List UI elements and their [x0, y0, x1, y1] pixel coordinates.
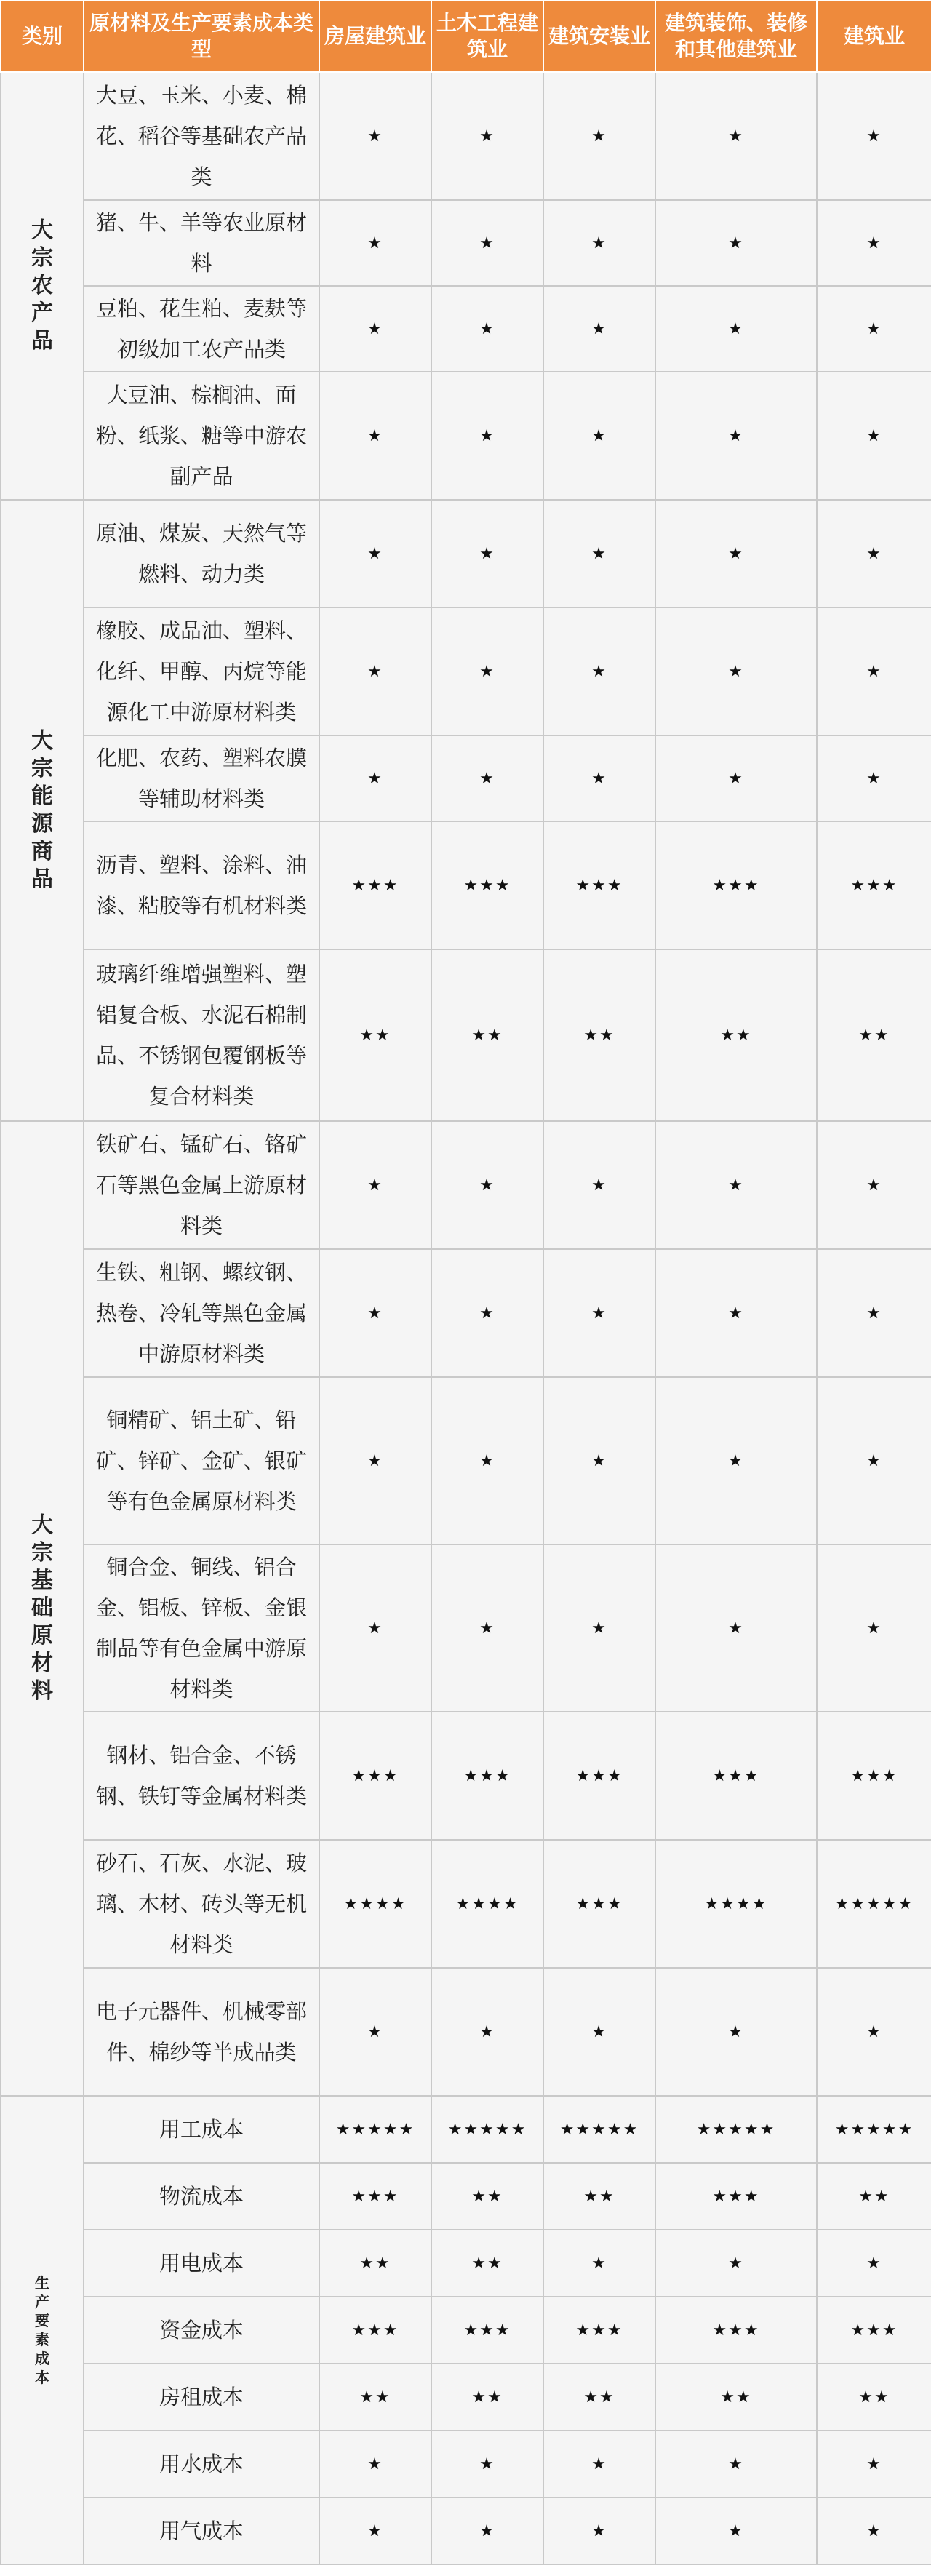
material-cell: 房租成本 [84, 2364, 319, 2431]
rating-cell: ★ [319, 286, 431, 372]
rating-cell: ★ [431, 2431, 543, 2497]
rating-cell: ★★★ [543, 821, 655, 949]
rating-cell: ★ [655, 2497, 817, 2564]
rating-cell: ★★★★ [655, 1840, 817, 1968]
rating-cell: ★ [319, 72, 431, 200]
rating-cell: ★ [543, 607, 655, 735]
rating-cell: ★★★ [543, 2297, 655, 2364]
category-label: 生产要素成本 [35, 2274, 49, 2386]
material-cell: 猪、牛、羊等农业原材料 [84, 200, 319, 286]
header-row [1, 1, 931, 72]
rating-cell: ★ [543, 500, 655, 607]
table-row [1, 72, 931, 200]
rating-cell: ★ [817, 286, 931, 372]
rating-cell: ★★ [817, 949, 931, 1121]
material-cell: 砂石、石灰、水泥、玻璃、木材、砖头等无机材料类 [84, 1840, 319, 1968]
table-row [1, 200, 931, 286]
rating-cell: ★ [543, 72, 655, 200]
rating-cell: ★ [319, 1544, 431, 1712]
rating-cell: ★ [817, 72, 931, 200]
rating-cell: ★ [543, 372, 655, 500]
rating-cell: ★★★★★ [543, 2096, 655, 2163]
rating-cell: ★★ [431, 2230, 543, 2297]
rating-cell: ★ [319, 500, 431, 607]
rating-cell: ★ [655, 1968, 817, 2096]
rating-cell: ★★ [817, 2163, 931, 2230]
rating-cell: ★★★ [655, 1712, 817, 1840]
table-row [1, 286, 931, 372]
material-cell: 用电成本 [84, 2230, 319, 2297]
rating-cell: ★ [319, 200, 431, 286]
rating-cell: ★★★ [319, 1712, 431, 1840]
rating-cell: ★ [319, 1249, 431, 1377]
rating-cell: ★ [817, 2431, 931, 2497]
rating-cell: ★ [431, 500, 543, 607]
rating-cell: ★★★★ [431, 1840, 543, 1968]
rating-cell: ★★★ [431, 2297, 543, 2364]
header-material: 原材料及生产要素成本类型 [84, 1, 319, 72]
table-row [1, 735, 931, 821]
material-cell: 资金成本 [84, 2297, 319, 2364]
rating-cell: ★ [817, 607, 931, 735]
rating-cell: ★★★★ [319, 1840, 431, 1968]
rating-cell: ★★ [543, 2163, 655, 2230]
rating-cell: ★★★ [655, 821, 817, 949]
material-cell: 生铁、粗钢、螺纹钢、热卷、冷轧等黑色金属中游原材料类 [84, 1249, 319, 1377]
rating-cell: ★ [655, 372, 817, 500]
rating-cell: ★ [431, 72, 543, 200]
rating-cell: ★ [431, 286, 543, 372]
rating-cell: ★ [431, 1968, 543, 2096]
material-cell: 化肥、农药、塑料农膜等辅助材料类 [84, 735, 319, 821]
rating-cell: ★★★ [817, 821, 931, 949]
table-row [1, 2096, 931, 2163]
category-cell [1, 1121, 84, 2096]
rating-cell: ★ [431, 2497, 543, 2564]
rating-cell: ★ [655, 1544, 817, 1712]
table-row [1, 949, 931, 1121]
category-cell [1, 2096, 84, 2564]
rating-cell: ★★ [319, 2230, 431, 2297]
rating-cell: ★★ [319, 2364, 431, 2431]
rating-cell: ★★★ [431, 821, 543, 949]
rating-cell: ★ [319, 735, 431, 821]
rating-cell: ★★ [319, 949, 431, 1121]
rating-cell: ★ [319, 2497, 431, 2564]
rating-cell: ★★★★★ [319, 2096, 431, 2163]
category-label: 大宗基础原材料 [31, 1512, 53, 1704]
rating-cell: ★ [817, 1968, 931, 2096]
rating-cell: ★★★ [655, 2297, 817, 2364]
rating-cell: ★ [655, 607, 817, 735]
rating-cell: ★★★ [319, 2297, 431, 2364]
rating-cell: ★ [817, 500, 931, 607]
rating-cell: ★★ [817, 2364, 931, 2431]
category-label: 大宗农产品 [31, 218, 53, 354]
table-row [1, 607, 931, 735]
rating-cell: ★ [817, 735, 931, 821]
rating-cell: ★★★ [655, 2163, 817, 2230]
rating-cell: ★ [431, 1377, 543, 1544]
rating-cell: ★★★★★ [655, 2096, 817, 2163]
category-cell [1, 72, 84, 500]
header-construction: 建筑业 [817, 1, 931, 72]
rating-cell: ★★★ [543, 1840, 655, 1968]
rating-cell: ★★★ [319, 2163, 431, 2230]
rating-cell: ★ [431, 1544, 543, 1712]
material-cell: 用气成本 [84, 2497, 319, 2564]
material-cell: 豆粕、花生粕、麦麸等初级加工农产品类 [84, 286, 319, 372]
table-row [1, 1121, 931, 1249]
material-cell: 用水成本 [84, 2431, 319, 2497]
rating-cell: ★★★ [319, 821, 431, 949]
rating-cell: ★ [319, 607, 431, 735]
rating-cell: ★ [655, 2431, 817, 2497]
rating-cell: ★ [319, 1121, 431, 1249]
table-row [1, 1968, 931, 2096]
rating-cell: ★ [431, 735, 543, 821]
category-cell [1, 500, 84, 1121]
rating-cell: ★ [655, 735, 817, 821]
material-cell: 物流成本 [84, 2163, 319, 2230]
rating-cell: ★ [543, 1249, 655, 1377]
rating-cell: ★ [543, 2497, 655, 2564]
rating-cell: ★ [431, 200, 543, 286]
rating-cell: ★★ [655, 949, 817, 1121]
rating-cell: ★ [431, 607, 543, 735]
table-row [1, 1377, 931, 1544]
rating-cell: ★ [543, 1968, 655, 2096]
table-row [1, 1249, 931, 1377]
rating-cell: ★★★ [817, 2297, 931, 2364]
table-row [1, 372, 931, 500]
table-row [1, 2163, 931, 2230]
table-row [1, 2297, 931, 2364]
rating-cell: ★ [543, 1544, 655, 1712]
rating-cell: ★★★★★ [431, 2096, 543, 2163]
table-row [1, 821, 931, 949]
material-cell: 原油、煤炭、天然气等燃料、动力类 [84, 500, 319, 607]
rating-cell: ★ [543, 286, 655, 372]
rating-cell: ★ [655, 500, 817, 607]
rating-cell: ★ [655, 1249, 817, 1377]
rating-cell: ★ [543, 735, 655, 821]
rating-cell: ★ [319, 1377, 431, 1544]
rating-cell: ★ [319, 2431, 431, 2497]
rating-cell: ★★ [543, 949, 655, 1121]
material-cell: 钢材、铝合金、不锈钢、铁钉等金属材料类 [84, 1712, 319, 1840]
rating-cell: ★ [431, 1249, 543, 1377]
rating-cell: ★ [817, 2497, 931, 2564]
material-cell: 电子元器件、机械零部件、棉纱等半成品类 [84, 1968, 319, 2096]
material-cell: 用工成本 [84, 2096, 319, 2163]
rating-cell: ★★★★★ [817, 2096, 931, 2163]
material-cell: 铁矿石、锰矿石、铬矿石等黑色金属上游原材料类 [84, 1121, 319, 1249]
rating-cell: ★ [655, 286, 817, 372]
rating-cell: ★ [817, 372, 931, 500]
category-label: 大宗能源商品 [31, 728, 53, 892]
material-cell: 铜合金、铜线、铝合金、铝板、锌板、金银制品等有色金属中游原材料类 [84, 1544, 319, 1712]
table-row [1, 2497, 931, 2564]
rating-cell: ★ [817, 1121, 931, 1249]
rating-cell: ★ [431, 1121, 543, 1249]
table-row [1, 2431, 931, 2497]
material-cell: 大豆油、棕榈油、面粉、纸浆、糖等中游农副产品 [84, 372, 319, 500]
rating-cell: ★★ [543, 2364, 655, 2431]
table-row [1, 1840, 931, 1968]
rating-cell: ★ [817, 2230, 931, 2297]
table-body [1, 72, 931, 2564]
rating-cell: ★ [817, 200, 931, 286]
material-cell: 沥青、塑料、涂料、油漆、粘胶等有机材料类 [84, 821, 319, 949]
rating-cell: ★ [543, 2431, 655, 2497]
rating-cell: ★★★ [431, 1712, 543, 1840]
rating-cell: ★ [543, 200, 655, 286]
rating-cell: ★ [319, 372, 431, 500]
material-cell: 玻璃纤维增强塑料、塑铝复合板、水泥石棉制品、不锈钢包覆钢板等复合材料类 [84, 949, 319, 1121]
table-row [1, 2364, 931, 2431]
rating-cell: ★ [543, 2230, 655, 2297]
header-install: 建筑安装业 [543, 1, 655, 72]
material-cell: 大豆、玉米、小麦、棉花、稻谷等基础农产品类 [84, 72, 319, 200]
rating-cell: ★★ [431, 2163, 543, 2230]
material-cell: 铜精矿、铝土矿、铅矿、锌矿、金矿、银矿等有色金属原材料类 [84, 1377, 319, 1544]
table-row [1, 500, 931, 607]
rating-cell: ★ [319, 1968, 431, 2096]
table-row [1, 1544, 931, 1712]
rating-cell: ★ [543, 1121, 655, 1249]
material-cell: 橡胶、成品油、塑料、化纤、甲醇、丙烷等能源化工中游原材料类 [84, 607, 319, 735]
rating-cell: ★ [543, 1377, 655, 1544]
rating-cell: ★ [817, 1544, 931, 1712]
rating-cell: ★ [817, 1377, 931, 1544]
rating-cell: ★ [655, 1377, 817, 1544]
rating-cell: ★★★ [817, 1712, 931, 1840]
rating-cell: ★ [655, 2230, 817, 2297]
rating-cell: ★★ [431, 949, 543, 1121]
rating-cell: ★ [817, 1249, 931, 1377]
header-decoration: 建筑装饰、装修和其他建筑业 [655, 1, 817, 72]
rating-cell: ★ [431, 372, 543, 500]
header-category: 类别 [1, 1, 84, 72]
rating-cell: ★ [655, 200, 817, 286]
rating-cell: ★★ [655, 2364, 817, 2431]
rating-cell: ★★★★★ [817, 1840, 931, 1968]
table-row [1, 2230, 931, 2297]
header-housing: 房屋建筑业 [319, 1, 431, 72]
rating-cell: ★ [655, 1121, 817, 1249]
header-civil: 土木工程建筑业 [431, 1, 543, 72]
rating-cell: ★ [655, 72, 817, 200]
rating-cell: ★★ [431, 2364, 543, 2431]
rating-cell: ★★★ [543, 1712, 655, 1840]
table-row [1, 1712, 931, 1840]
